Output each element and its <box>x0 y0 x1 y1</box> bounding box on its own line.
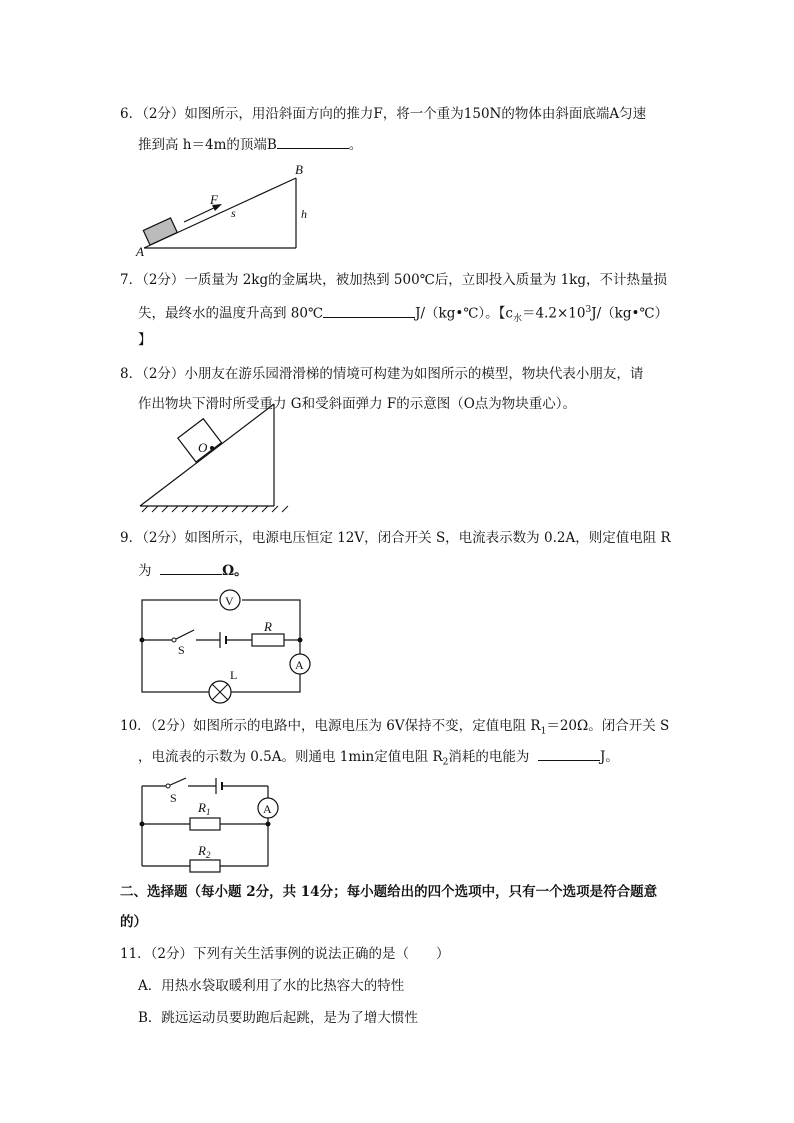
q10-line1 <box>120 716 669 742</box>
q10-label-R1: $R_1$ <box>198 800 211 817</box>
q10-circuit-figure <box>138 774 288 874</box>
q6-line1: 6．（2分）如图所示，用沿斜面方向的推力F，将一个重为150N的物体由斜面底端A匀速 <box>120 106 647 122</box>
q7-sub-water: 水 <box>513 314 523 325</box>
section2-heading: 二、选择题（每小题 2分，共 14分；每小题给出的四个选项中，只有一个选项是符合题意 <box>120 884 658 900</box>
q9-label-L: L <box>230 668 238 682</box>
q6-label-s: s <box>231 206 236 220</box>
q11-option-b[interactable]: B．跳远运动员要助跑后起跳，是为了增大惯性 <box>138 1010 418 1026</box>
q7-line3: 】 <box>138 332 152 348</box>
q7-answer-blank[interactable] <box>323 303 415 318</box>
q7-line2 <box>138 300 668 329</box>
q11-stem: 11．（2分）下列有关生活事例的说法正确的是（ ） <box>120 946 450 962</box>
q8-ground-hatching <box>142 506 288 512</box>
q10-label-A: A <box>263 802 272 816</box>
q6-label-B: B <box>295 162 303 177</box>
q10-sub-2: 2 <box>442 757 449 768</box>
q9-label-V: V <box>225 594 234 608</box>
q10-resistor-R2 <box>190 860 220 872</box>
section2-heading-cont: 的） <box>120 914 147 930</box>
q10-sub-1: 1 <box>540 726 547 737</box>
q6-incline-figure <box>130 160 330 260</box>
q6-label-h: h <box>301 207 307 221</box>
q7-unit: J/（kg•℃）。【c <box>415 305 513 322</box>
q6-force-arrow <box>184 206 218 222</box>
q9-label-A: A <box>295 658 304 672</box>
q7-unit-end: J/（kg•℃） <box>591 305 669 322</box>
q9-circuit-figure <box>138 588 318 698</box>
q9-answer-blank[interactable] <box>160 560 222 575</box>
q8-line2: 作出物块下滑时所受重力 G和受斜面弹力 F的示意图（O点为物块重心）。 <box>138 396 577 412</box>
q7-value: ＝4.2×10 <box>522 305 586 322</box>
q6-label-F: F <box>210 192 218 207</box>
q8-label-O: O <box>198 440 208 455</box>
q9-line1: 9．（2分）如图所示，电源电压恒定 12V，闭合开关 S，电流表示数为 0.2A，则定值电阻 R <box>120 530 671 546</box>
q9-text: 为 <box>138 563 152 579</box>
q9-resistor <box>252 634 284 646</box>
q7-line1: 7．（2分）一质量为 2kg的金属块，被加热到 500℃后，立即投入质量为 1kg，不计热量损 <box>120 272 667 288</box>
q10-label-R2: $R_2$ <box>198 843 211 860</box>
q10-answer-blank[interactable] <box>538 746 600 761</box>
q10-line2 <box>138 746 619 773</box>
q10-text2-mid: 消耗的电能为 <box>448 749 530 765</box>
q6-text: 推到高 h＝4m的顶端B <box>138 137 277 153</box>
q7-exponent: 3 <box>585 305 592 315</box>
q9-line2 <box>138 560 248 581</box>
q6-line2 <box>138 134 362 155</box>
q10-text2: ，电流表的示数为 0.5A。则通电 1min定值电阻 R <box>138 749 443 765</box>
q7-text: 失，最终水的温度升高到 80℃ <box>138 305 324 322</box>
q10-unit: J。 <box>600 749 619 765</box>
q10-switch <box>168 778 186 786</box>
q6-end: 。 <box>348 137 363 153</box>
q10-resistor-R1 <box>190 818 220 830</box>
q9-label-S: S <box>178 643 185 657</box>
q6-label-A: A <box>136 244 144 259</box>
q10-text: 10．（2分）如图所示的电路中，电源电压为 6V保持不变，定值电阻 R <box>120 718 541 734</box>
q9-unit: Ω。 <box>222 563 248 579</box>
q6-answer-blank[interactable] <box>277 134 349 149</box>
q8-line1: 8．（2分）小朋友在游乐园滑滑梯的情境可构建为如图所示的模型，物块代表小朋友，请 <box>120 366 644 382</box>
q10-label-S: S <box>170 791 177 805</box>
q10-text-end: ＝20Ω。闭合开关 S <box>546 718 670 734</box>
q11-option-a[interactable]: A．用热水袋取暖利用了水的比热容大的特性 <box>138 978 405 994</box>
q9-label-R: R <box>264 619 272 634</box>
q9-switch <box>174 630 194 640</box>
q8-slide-figure <box>138 394 318 514</box>
